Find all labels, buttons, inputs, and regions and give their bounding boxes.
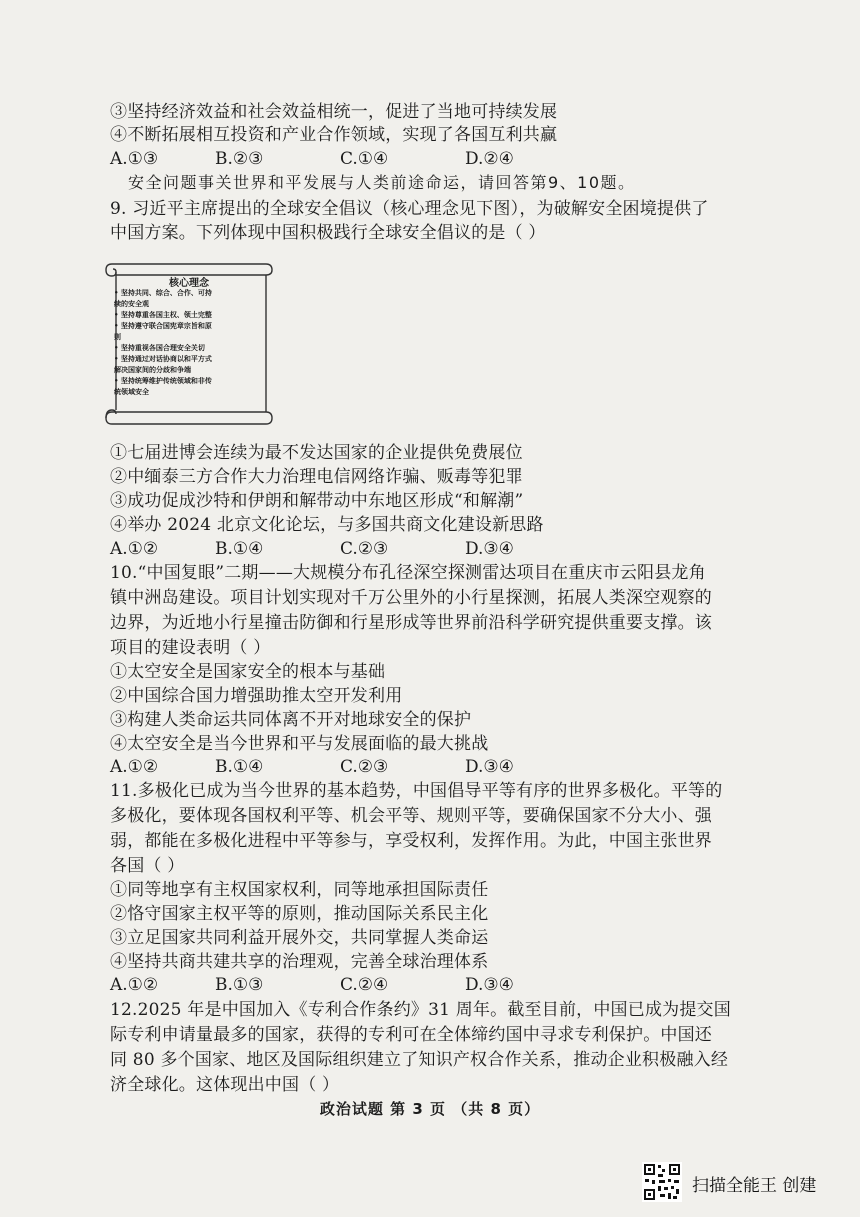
section-intro: 安全问题事关世界和平发展与人类前途命运，请回答第9、10题。 bbox=[128, 173, 636, 192]
q11-choice-d: D.③④ bbox=[465, 975, 514, 995]
q10-option-1: ①太空安全是国家安全的根本与基础 bbox=[110, 662, 386, 682]
watermark-text: 扫描全能王 创建 bbox=[692, 1176, 817, 1196]
q11-option-2: ②恪守国家主权平等的原则，推动国际关系民主化 bbox=[110, 904, 489, 924]
q10-stem-line-4: 项目的建设表明（ ） bbox=[110, 638, 271, 658]
q9-option-2: ②中缅泰三方合作大力治理电信网络诈骗、贩毒等犯罪 bbox=[110, 467, 523, 487]
q12-stem-line-3: 同 80 多个国家、地区及国际组织建立了知识产权合作关系，推动企业积极融入经 bbox=[110, 1050, 729, 1070]
q9-choice-a: A.①② bbox=[110, 539, 159, 559]
q9-option-3: ③成功促成沙特和伊朗和解带动中东地区形成“和解潮” bbox=[110, 491, 524, 511]
scroll-body: • 坚持共同、综合、合作、可持 续的安全观 • 坚持尊重各国主权、领土完整 • 坚持遵守联合国宪章宗旨和原 则 • 坚持重视各国合理安全关切 • 坚持通过对话协商以和平方式 解决国家间的分歧和争端 • 坚持统筹维护传统领域和非传 统领域安全 bbox=[114, 289, 212, 396]
q11-option-3: ③立足国家共同利益开展外交，共同掌握人类命运 bbox=[110, 928, 489, 948]
q12-stem-line-4: 济全球化。这体现出中国（ ） bbox=[110, 1075, 340, 1095]
q10-option-4: ④太空安全是当今世界和平与发展面临的最大挑战 bbox=[110, 734, 489, 754]
q10-choice-b: B.①④ bbox=[215, 757, 264, 777]
q9-option-4: ④举办 2024 北京文化论坛，与多国共商文化建设新思路 bbox=[110, 515, 544, 535]
q9-choice-b: B.①④ bbox=[215, 539, 264, 559]
q8-option-3: ③坚持经济效益和社会效益相统一，促进了当地可持续发展 bbox=[110, 102, 558, 122]
q10-stem-line-1: 10.“中国复眼”二期——大规模分布孔径深空探测雷达项目在重庆市云阳县龙角 bbox=[110, 563, 706, 583]
q8-choice-a: A.①③ bbox=[110, 149, 159, 169]
q8-choice-d: D.②④ bbox=[465, 149, 514, 169]
q11-stem-line-4: 各国（ ） bbox=[110, 856, 185, 876]
scroll-title: 核心理念 bbox=[169, 278, 209, 289]
q11-choice-b: B.①③ bbox=[215, 975, 264, 995]
q11-stem-line-1: 11.多极化已成为当今世界的基本趋势，中国倡导平等有序的世界多极化。平等的 bbox=[110, 781, 723, 801]
page-footer: 政治试题 第 3 页 （共 8 页） bbox=[319, 1100, 541, 1118]
q11-option-1: ①同等地享有主权国家权利，同等地承担国际责任 bbox=[110, 880, 489, 900]
q11-choice-a: A.①② bbox=[110, 975, 159, 995]
q10-option-2: ②中国综合国力增强助推太空开发利用 bbox=[110, 686, 403, 706]
q10-stem-line-3: 边界，为近地小行星撞击防御和行星形成等世界前沿科学研究提供重要支撑。该 bbox=[110, 613, 712, 633]
q8-option-4: ④不断拓展相互投资和产业合作领域，实现了各国互利共赢 bbox=[110, 125, 558, 145]
q9-stem-line-2: 中国方案。下列体现中国积极践行全球安全倡议的是（ ） bbox=[110, 223, 546, 243]
core-concept-scroll-figure bbox=[104, 258, 274, 428]
q10-choice-d: D.③④ bbox=[465, 757, 514, 777]
q10-choice-a: A.①② bbox=[110, 757, 159, 777]
q12-stem-line-2: 际专利申请量最多的国家，获得的专利可在全体缔约国中寻求专利保护。中国还 bbox=[110, 1025, 712, 1045]
q11-stem-line-3: 弱，都能在多极化进程中平等参与，享受权利，发挥作用。为此，中国主张世界 bbox=[110, 831, 712, 851]
q8-choice-b: B.②③ bbox=[215, 149, 264, 169]
q9-choice-c: C.②③ bbox=[340, 539, 389, 559]
q11-option-4: ④坚持共商共建共享的治理观，完善全球治理体系 bbox=[110, 952, 489, 972]
q11-stem-line-2: 多极化，要体现各国权利平等、机会平等、规则平等，要确保国家不分大小、强 bbox=[110, 806, 712, 826]
q9-choice-d: D.③④ bbox=[465, 539, 514, 559]
q9-option-1: ①七届进博会连续为最不发达国家的企业提供免费展位 bbox=[110, 443, 523, 463]
scanner-watermark bbox=[642, 1162, 842, 1202]
q12-stem-line-1: 12.2025 年是中国加入《专利合作条约》31 周年。截至目前，中国已成为提交国 bbox=[110, 1000, 731, 1020]
q10-option-3: ③构建人类命运共同体离不开对地球安全的保护 bbox=[110, 710, 472, 730]
q11-choice-c: C.②④ bbox=[340, 975, 389, 995]
q10-stem-line-2: 镇中洲岛建设。项目计划实现对千万公里外的小行星探测，拓展人类深空观察的 bbox=[110, 588, 712, 608]
qr-code-icon bbox=[642, 1162, 682, 1202]
q9-stem-line-1: 9. 习近平主席提出的全球安全倡议（核心理念见下图），为破解安全困境提供了 bbox=[110, 199, 709, 219]
q8-choice-c: C.①④ bbox=[340, 149, 389, 169]
q10-choice-c: C.②③ bbox=[340, 757, 389, 777]
